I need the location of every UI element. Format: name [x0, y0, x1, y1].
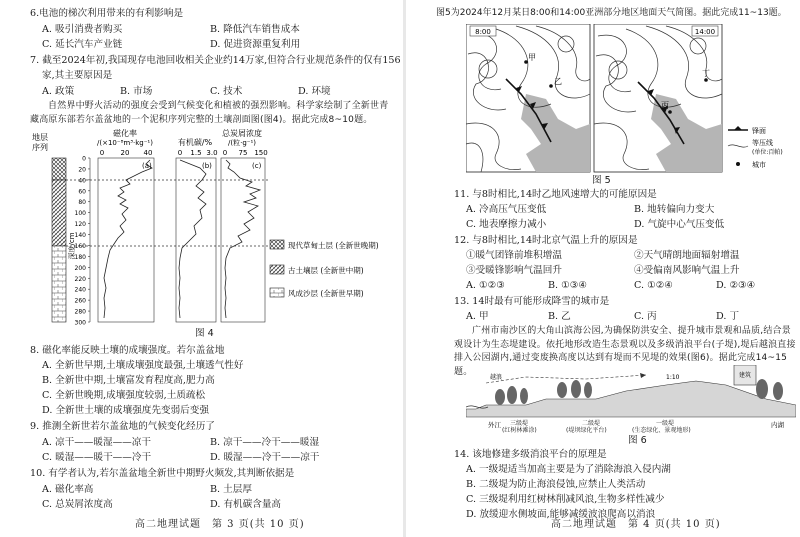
level-1-dike-note: (生态绿化、景观地形): [632, 427, 691, 434]
city-jia-marker: [524, 60, 528, 64]
depth-axis: [75, 156, 90, 327]
page-3-footer: 高二地理试题 第 3 页(共 10 页): [135, 518, 305, 530]
q12-option-c: C. ①②④: [634, 280, 673, 291]
q12-statement-4: ④受偏南风影响气温上升: [634, 265, 740, 276]
q12-statement-1: ①暖气团锋前堆积增温: [466, 250, 562, 261]
q11-option-d: D. 气旋中心气压变低: [634, 219, 725, 230]
mag-tick: 0: [99, 149, 105, 157]
q14-option-b: B. 二级堤为防止海浪侵蚀,应禁止人类活动: [466, 479, 646, 490]
q11-option-a: A. 冷高压气压变低: [466, 204, 547, 215]
panel-c-label: (c): [252, 162, 262, 170]
legend-swatch-paleosol: [270, 265, 284, 274]
depth-tick-label: 260: [74, 297, 86, 305]
map-2pm-time: 14:00: [694, 28, 716, 36]
map-8am-time: 8:00: [475, 28, 491, 36]
legend-paleosol: 古土壤层 (全新世中期): [288, 266, 364, 275]
q10-option-a: A. 磁化率高: [42, 484, 94, 495]
figure-5-weather-maps: [466, 24, 796, 174]
legend-isobar: 等压线: [752, 139, 773, 147]
q10-stem: 10. 有学者认为,若尔盖盆地全新世中期野火频发,其判断依据是: [30, 468, 295, 479]
q6-option-b: B. 降低汽车销售成本: [210, 24, 300, 35]
q13-option-b: B. 乙: [548, 311, 571, 322]
legend-city: 城市: [752, 161, 766, 169]
city-ding-marker: [704, 78, 708, 82]
city-bing-marker: [668, 110, 672, 114]
org-title: 有机碳/%: [177, 138, 213, 147]
q9-option-a: A. 凉干——暖湿——凉干: [42, 437, 151, 448]
q13-option-c: C. 丙: [634, 311, 657, 322]
q14-option-c: C. 三级堤利用红树林削减风浪,生物多样性减少: [466, 494, 665, 505]
org-tick: 3.0: [206, 149, 218, 157]
org-tick: 0: [177, 149, 183, 157]
q9-option-d: D. 暖湿——冷干——凉干: [210, 452, 320, 463]
q10-option-c: C. 总炭屑浓度高: [42, 499, 113, 510]
mag-panel: [98, 158, 154, 322]
q12-stem: 12. 与8时相比,14时北京气温上升的原因是: [454, 235, 638, 246]
city-yi-marker: [549, 84, 553, 88]
depth-tick-label: 280: [74, 308, 86, 316]
q8-option-b: B. 全新世中期,土壤富发育程度高,肥力高: [42, 375, 215, 386]
q8-stem: 8. 磁化率能反映土壤的成壤强度。若尔盖盆地: [30, 345, 225, 356]
city-ding-label: 丁: [702, 69, 710, 78]
depth-tick-label: 80: [78, 199, 86, 207]
mag-title: 磁化率: [113, 129, 137, 138]
depth-tick-label: 220: [74, 275, 86, 283]
outer-river-label: 外江: [488, 421, 501, 429]
q10-option-b: B. 土层厚: [210, 484, 252, 495]
q6-option-c: C. 延长汽车产业链: [42, 39, 123, 50]
charcoal-concentration-curve: [225, 160, 260, 318]
q13-option-a: A. 甲: [466, 311, 489, 322]
level-3-dike-note: (红树林滩涂): [502, 427, 537, 434]
layer-aeolian-sand: [52, 246, 66, 322]
page-4-footer: 高二地理试题 第 4 页(共 10 页): [551, 518, 721, 530]
q6-option-a: A. 吸引消费者购买: [42, 24, 123, 35]
intro-14-15: 广州市南沙区的大角山滨海公园,为确保防洪安全、提升城市景观和品质,结合景观设计为生态堤建设。依托地形改造生态景观以及多级消浪平台(子堤),堤后越浪直接排入公园湖内,通过变废换高度以达到有堤而不见堤的效果(图6)。据此完成14~15题。: [454, 326, 796, 377]
q11-option-c: C. 地表摩擦力减小: [466, 219, 547, 230]
figure-4-caption: 图 4: [195, 328, 214, 339]
level-2-dike-note: (堤坝绿化平台): [566, 427, 607, 434]
mag-tick: 20: [120, 149, 130, 157]
q12-option-d: D. ②③④: [716, 280, 756, 291]
q14-option-d: D. 放缓迎水侧坡面,能够减缓波浪爬高以消浪: [466, 509, 656, 520]
panel-a-label: (a): [142, 162, 152, 170]
panel-b-label: (b): [202, 162, 212, 170]
figure-6-caption: 图 6: [628, 435, 647, 446]
layer-header-2: 序列: [32, 143, 48, 152]
char-panel: [221, 158, 265, 322]
magnetic-susceptibility-curve: [104, 160, 152, 318]
q14-option-a: A. 一级堤适当加高主要是为了消除海浪入侵内湖: [466, 464, 671, 475]
q7-stem-line2: 家,其主要原因是: [42, 70, 113, 81]
legend-isobar-unit: (单位:百帕): [752, 149, 783, 156]
depth-tick-label: 120: [74, 221, 86, 229]
city-bing-label: 丙: [661, 101, 669, 110]
legend-front: 锋面: [752, 127, 766, 135]
q12-statement-2: ②天气晴朗地面辐射增温: [634, 250, 740, 261]
q12-option-b: B. ①③④: [548, 280, 587, 291]
char-unit: /(粒·g⁻¹): [228, 139, 256, 147]
legend-swatch-sand: [270, 288, 284, 297]
q7-stem-line1: 7. 截至2024年初,我国现存电池回收相关企业约14万家,但符合行业规范条件的仅有156: [30, 55, 401, 66]
overtopping-path: [486, 375, 646, 383]
q7-option-a: A. 政策: [42, 86, 75, 97]
org-tick: 1.5: [190, 149, 202, 157]
q13-option-d: D. 丁: [716, 311, 740, 322]
q8-option-d: D. 全新世土壤的成壤强度先变弱后变强: [42, 405, 209, 416]
depth-tick-label: 180: [74, 253, 86, 261]
page-4: [406, 0, 800, 537]
legend-sand: 风成沙层 (全新世早期): [288, 289, 364, 298]
mag-unit: /(×10⁻⁸m³·kg⁻¹): [97, 139, 153, 147]
figure-5-caption: 图 5: [592, 175, 611, 186]
q6-option-d: D. 促进资源重复利用: [210, 39, 301, 50]
layer-paleosol: [52, 180, 66, 246]
depth-tick-label: 20: [78, 166, 86, 174]
depth-tick-label: 160: [74, 242, 86, 250]
q12-statement-3: ③受暖锋影响气温回升: [466, 265, 562, 276]
wave-label: 越浪: [490, 374, 503, 381]
city-jia-label: 甲: [528, 53, 536, 62]
depth-tick-label: 300: [74, 319, 86, 327]
depth-tick-label: 200: [74, 264, 86, 272]
q9-option-c: C. 暖湿——暖干——冷干: [42, 452, 152, 463]
level-3-dike-label: 三级堤: [510, 420, 529, 427]
q12-option-a: A. ①②③: [466, 280, 505, 291]
q9-stem: 9. 推测全新世若尔盖盆地的气候变化经历了: [30, 421, 215, 432]
org-panel: [176, 158, 216, 322]
legend-swatch-modern: [270, 240, 284, 249]
q7-option-d: D. 环境: [298, 86, 331, 97]
q8-option-c: C. 全新世晚期,成壤强度较弱,土质疏松: [42, 390, 206, 401]
q11-option-b: B. 地转偏向力变大: [634, 204, 715, 215]
organic-carbon-curve: [179, 160, 206, 318]
building-label: 建筑: [738, 372, 752, 379]
q11-stem: 11. 与8时相比,14时乙地风速增大的可能原因是: [454, 189, 657, 200]
q7-option-b: B. 市场: [120, 86, 153, 97]
q14-stem: 14. 该地修建多级消浪平台的原理是: [454, 449, 607, 460]
layer-header: 地层: [32, 133, 48, 142]
slope-label: 1:10: [666, 374, 680, 381]
depth-axis-label: 深度/cm: [68, 232, 76, 260]
depth-tick-label: 140: [74, 232, 86, 240]
mag-tick: 40: [143, 149, 153, 157]
char-tick: 75: [238, 149, 248, 157]
depth-tick-label: 0: [82, 155, 86, 163]
char-tick: 150: [254, 149, 268, 157]
char-tick: 0: [222, 149, 228, 157]
depth-tick-label: 40: [78, 177, 86, 185]
depth-tick-label: 60: [78, 188, 86, 196]
level-2-dike-label: 二级堤: [582, 420, 601, 427]
layer-modern-meadow: [52, 158, 66, 180]
q7-option-c: C. 技术: [210, 86, 243, 97]
city-yi-label: 乙: [554, 77, 562, 86]
depth-tick-label: 240: [74, 286, 86, 294]
intro-11-13: 图5为2024年12月某日8:00和14:00亚洲部分地区地面天气简图。据此完成11~13题。: [436, 8, 787, 18]
q9-option-b: B. 凉干——冷干——暖湿: [210, 437, 320, 448]
q10-option-d: D. 有机碳含量高: [210, 499, 282, 510]
q13-stem: 13. 14时最有可能形成降雪的城市是: [454, 296, 610, 307]
level-1-dike-label: 一级堤: [656, 420, 675, 427]
figure-4-soil-profile: [30, 128, 400, 328]
intro-8-10: 自然界中野火活动的强度会受到气候变化和植被的强烈影响。科学家绘制了全新世青藏高原东部若尔盖盆地的一个泥积序列完整的土壤剖面图(图4)。据此完成8~10题。: [30, 101, 389, 125]
legend-modern: 现代草甸土层 (全新世晚期): [288, 241, 379, 250]
q8-option-a: A. 全新世早期,土壤成壤强度最强,土壤透气性好: [42, 360, 244, 371]
figure-5-legend: [728, 126, 783, 169]
inner-lake-label: 内湖: [771, 421, 784, 429]
q6-stem: 6.电池的梯次利用带来的有利影响是: [30, 8, 184, 19]
char-title: 总炭屑浓度: [222, 129, 262, 138]
depth-tick-label: 100: [74, 210, 86, 218]
